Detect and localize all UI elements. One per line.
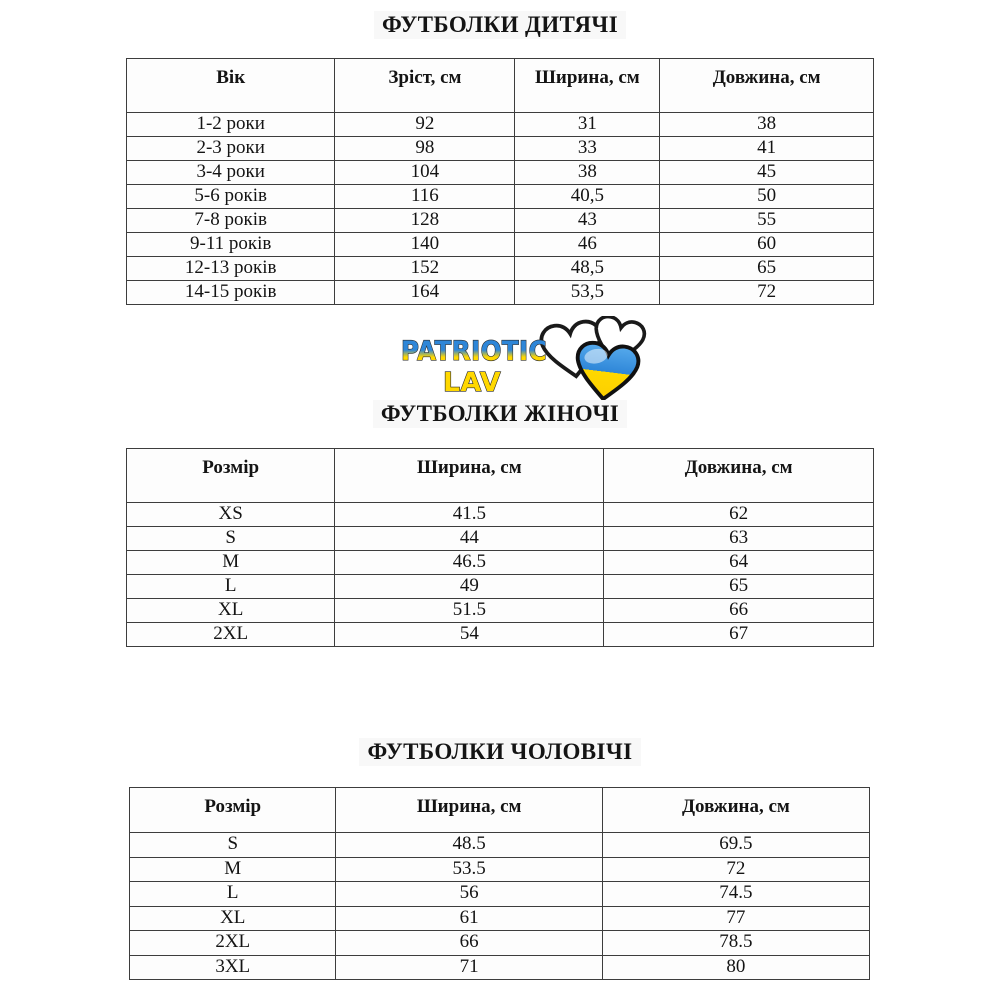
table-cell: 43 <box>515 209 660 233</box>
table-row <box>130 906 870 931</box>
table-row <box>127 527 874 551</box>
table-cell: 164 <box>335 281 515 305</box>
logo-text-lav: LAV <box>443 368 501 398</box>
table-row <box>130 857 870 882</box>
table-cell: 74.5 <box>602 882 869 907</box>
table-row <box>127 161 874 185</box>
column-header: Вік <box>127 59 335 113</box>
table-row <box>127 209 874 233</box>
table-cell: XL <box>127 599 335 623</box>
table-cell: 46.5 <box>335 551 604 575</box>
table-cell: 2XL <box>130 931 336 956</box>
table-cell: 77 <box>602 906 869 931</box>
table-cell: 41.5 <box>335 503 604 527</box>
size-table-men <box>129 787 870 980</box>
table-cell: 92 <box>335 113 515 137</box>
table-cell: 78.5 <box>602 931 869 956</box>
table-row <box>130 955 870 980</box>
table-cell: 44 <box>335 527 604 551</box>
table-row <box>127 113 874 137</box>
column-header: Зріст, см <box>335 59 515 113</box>
table-cell: 46 <box>515 233 660 257</box>
size-table-kids <box>126 58 874 305</box>
table-cell: 48.5 <box>336 833 602 858</box>
column-header: Ширина, см <box>335 449 604 503</box>
table-cell: XS <box>127 503 335 527</box>
table-cell: 53.5 <box>336 857 602 882</box>
table-cell: 12-13 років <box>127 257 335 281</box>
table-cell: 1-2 роки <box>127 113 335 137</box>
table-cell: 128 <box>335 209 515 233</box>
table-cell: L <box>127 575 335 599</box>
table-row <box>127 551 874 575</box>
table-cell: 54 <box>335 623 604 647</box>
table-row <box>127 575 874 599</box>
table-row <box>130 931 870 956</box>
table-cell: 40,5 <box>515 185 660 209</box>
column-header: Ширина, см <box>515 59 660 113</box>
logo-graphic <box>388 316 650 412</box>
table-row <box>130 882 870 907</box>
table-cell: 5-6 років <box>127 185 335 209</box>
table-cell: 63 <box>604 527 874 551</box>
size-table-women <box>126 448 874 647</box>
table-cell: 66 <box>336 931 602 956</box>
table-cell: 69.5 <box>602 833 869 858</box>
table-cell: 31 <box>515 113 660 137</box>
table-row <box>127 233 874 257</box>
table-cell: 72 <box>660 281 874 305</box>
section-title-kids <box>0 11 1000 39</box>
table-cell: 41 <box>660 137 874 161</box>
table-cell: 38 <box>660 113 874 137</box>
section-title-men <box>0 738 1000 766</box>
table-cell: 116 <box>335 185 515 209</box>
table-row <box>127 257 874 281</box>
table-header-row <box>130 788 870 833</box>
table-cell: S <box>130 833 336 858</box>
table-row <box>127 281 874 305</box>
table-cell: L <box>130 882 336 907</box>
table-header-row <box>127 59 874 113</box>
flag-heart-icon <box>573 341 640 403</box>
table-cell: 62 <box>604 503 874 527</box>
section-title-women-text: ФУТБОЛКИ ЖІНОЧІ <box>373 400 627 428</box>
table-cell: M <box>127 551 335 575</box>
table-cell: 56 <box>336 882 602 907</box>
column-header: Розмір <box>130 788 336 833</box>
table-cell: 3XL <box>130 955 336 980</box>
table-cell: 33 <box>515 137 660 161</box>
logo-text-patriotic: PATRIOTIC <box>401 336 547 367</box>
table-cell: 67 <box>604 623 874 647</box>
table-row <box>127 623 874 647</box>
table-cell: 80 <box>602 955 869 980</box>
column-header: Розмір <box>127 449 335 503</box>
column-header: Ширина, см <box>336 788 602 833</box>
table-cell: S <box>127 527 335 551</box>
patriotic-lav-logo <box>388 316 650 412</box>
table-cell: 9-11 років <box>127 233 335 257</box>
table-cell: 152 <box>335 257 515 281</box>
table-cell: 140 <box>335 233 515 257</box>
table-cell: 72 <box>602 857 869 882</box>
table-row <box>130 833 870 858</box>
table-cell: 50 <box>660 185 874 209</box>
table-header-row <box>127 449 874 503</box>
column-header: Довжина, см <box>602 788 869 833</box>
table-cell: XL <box>130 906 336 931</box>
table-cell: 55 <box>660 209 874 233</box>
hearts-icon <box>540 316 647 403</box>
table-cell: 14-15 років <box>127 281 335 305</box>
column-header: Довжина, см <box>660 59 874 113</box>
table-cell: 45 <box>660 161 874 185</box>
table-cell: 64 <box>604 551 874 575</box>
table-cell: M <box>130 857 336 882</box>
table-cell: 49 <box>335 575 604 599</box>
table-cell: 7-8 років <box>127 209 335 233</box>
table-cell: 48,5 <box>515 257 660 281</box>
table-cell: 60 <box>660 233 874 257</box>
table-cell: 104 <box>335 161 515 185</box>
table-cell: 2XL <box>127 623 335 647</box>
table-cell: 53,5 <box>515 281 660 305</box>
table-cell: 98 <box>335 137 515 161</box>
table-row <box>127 503 874 527</box>
table-cell: 38 <box>515 161 660 185</box>
section-title-kids-text: ФУТБОЛКИ ДИТЯЧІ <box>374 11 626 39</box>
table-cell: 3-4 роки <box>127 161 335 185</box>
table-row <box>127 185 874 209</box>
table-cell: 65 <box>604 575 874 599</box>
column-header: Довжина, см <box>604 449 874 503</box>
table-row <box>127 137 874 161</box>
table-cell: 61 <box>336 906 602 931</box>
section-title-men-text: ФУТБОЛКИ ЧОЛОВІЧІ <box>359 738 640 766</box>
section-title-women <box>0 400 1000 428</box>
table-cell: 51.5 <box>335 599 604 623</box>
table-row <box>127 599 874 623</box>
table-cell: 71 <box>336 955 602 980</box>
table-cell: 66 <box>604 599 874 623</box>
table-cell: 65 <box>660 257 874 281</box>
table-cell: 2-3 роки <box>127 137 335 161</box>
